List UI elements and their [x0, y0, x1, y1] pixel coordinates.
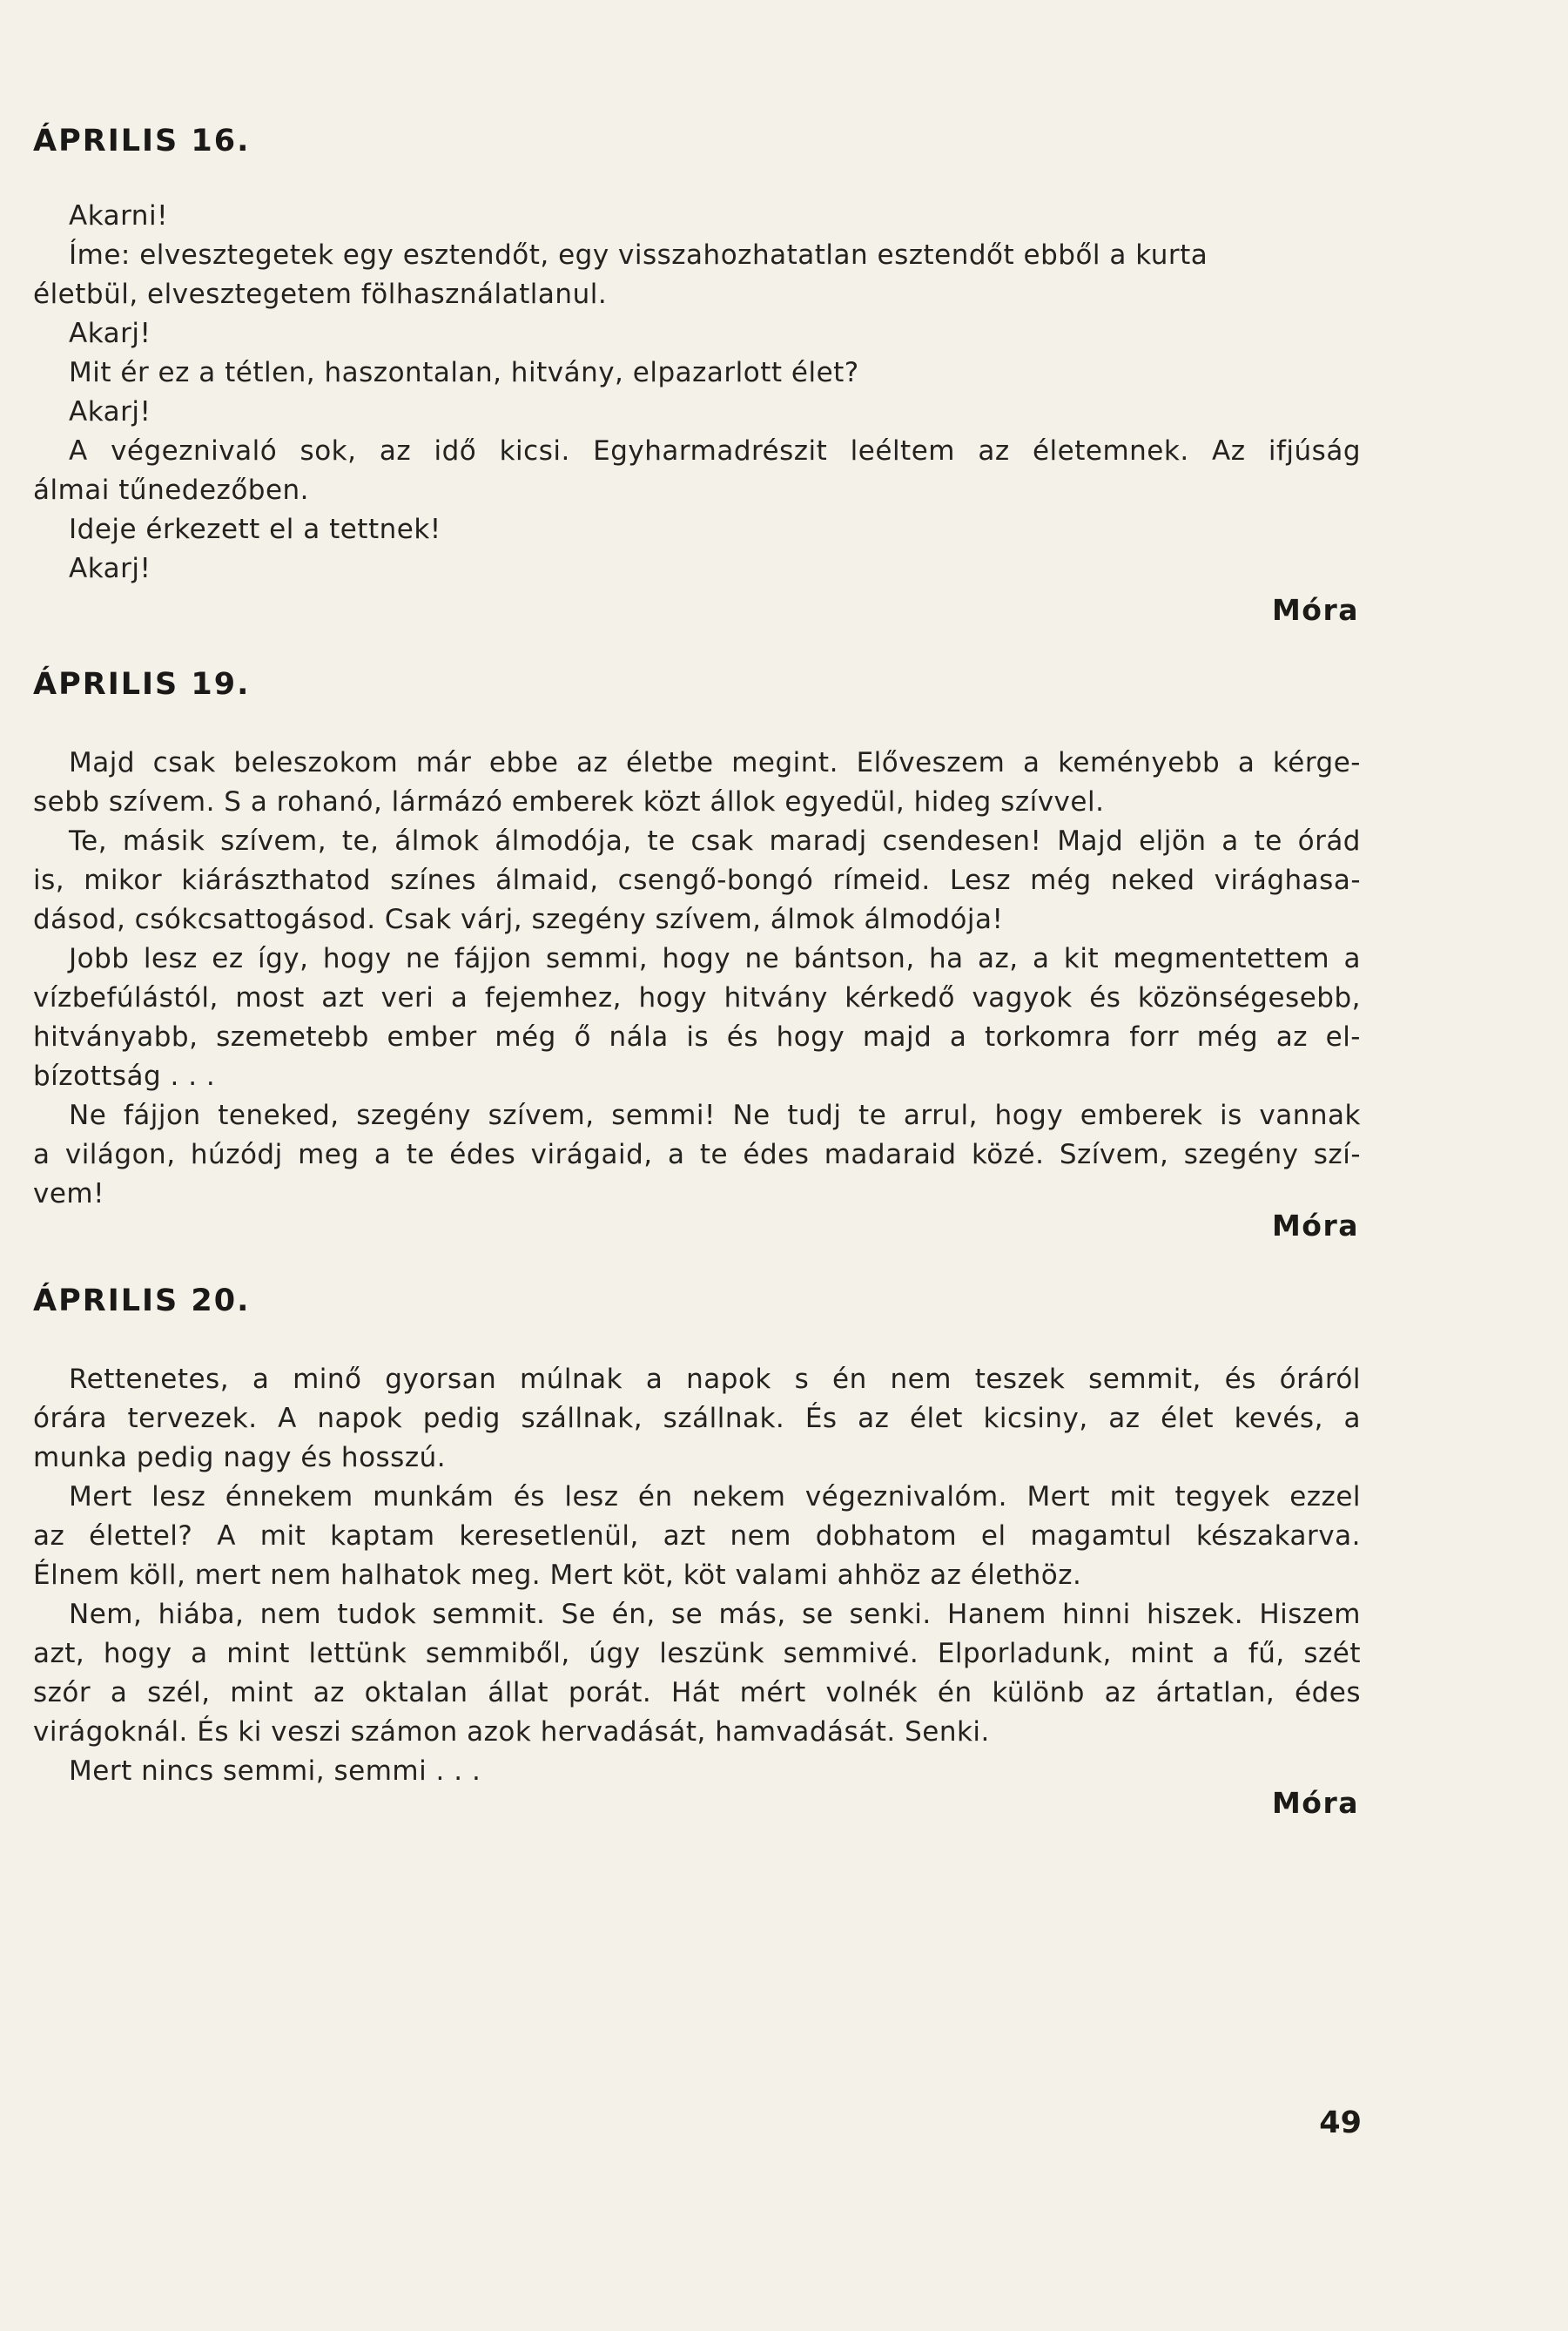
text-line: bízottság . . . — [33, 1061, 216, 1092]
text-line: Nem, hiába, nem tudok semmit. Se én, se más, se senki. Hanem hinni hiszek. Hiszem — [69, 1599, 1361, 1630]
text-line: A végeznivaló sok, az idő kicsi. Egyharmadrészit leéltem az életemnek. Az ifjúság — [69, 435, 1361, 467]
text-line: Jobb lesz ez így, hogy ne fájjon semmi, hogy ne bántson, ha az, a kit megmentettem a — [69, 943, 1361, 974]
text-line: azt, hogy a mint lettünk semmiből, úgy leszünk semmivé. Elporladunk, mint a fű, szét — [33, 1638, 1361, 1669]
text-line: álmai tűnedezőben. — [33, 475, 310, 506]
text-line: virágoknál. És ki veszi számon azok hervadását, hamvadását. Senki. — [33, 1716, 990, 1748]
diary-entry-april-20 — [33, 1283, 1361, 1791]
diary-entry-april-19 — [33, 667, 1361, 1214]
text-line: órára tervezek. A napok pedig szállnak, szállnak. És az élet kicsiny, az élet kevés, a — [33, 1403, 1361, 1434]
text-line: vem! — [33, 1178, 105, 1209]
text-line: vízbefúlástól, most azt veri a fejemhez, hogy hitvány kérkedő vagyok és közönségesebb, — [33, 982, 1361, 1014]
entry-heading: ÁPRILIS 20. — [33, 1283, 251, 1318]
entry-heading: ÁPRILIS 16. — [33, 124, 251, 158]
text-line: Ideje érkezett el a tettnek! — [69, 514, 441, 545]
text-line: Akarj! — [69, 553, 151, 584]
signature: Móra — [1271, 593, 1359, 627]
signature: Móra — [1271, 1786, 1359, 1820]
text-line: munka pedig nagy és hosszú. — [33, 1442, 447, 1473]
text-line: Mit ér ez a tétlen, haszontalan, hitvány, elpazarlott élet? — [69, 357, 859, 388]
text-line: Rettenetes, a minő gyorsan múlnak a napok s én nem teszek semmit, és óráról — [69, 1364, 1361, 1395]
text-line: életbül, elvesztegetem fölhasználatlanul. — [33, 279, 608, 310]
signature: Móra — [1271, 1209, 1359, 1243]
text-line: sebb szívem. S a rohanó, lármázó emberek közt állok egyedül, hideg szívvel. — [33, 786, 1105, 818]
page-number: 49 — [1319, 2105, 1362, 2140]
text-line: Akarni! — [69, 200, 168, 232]
text-line: Te, másik szívem, te, álmok álmodója, te csak maradj csendesen! Majd eljön a te órád — [69, 825, 1361, 857]
text-line: az élettel? A mit kaptam keresetlenül, azt nem dobhatom el magamtul készakarva. — [33, 1520, 1361, 1552]
text-line: Ne fájjon teneked, szegény szívem, semmi! Ne tudj te arrul, hogy emberek is vannak — [69, 1100, 1361, 1131]
entry-body — [33, 197, 1361, 589]
text-line: Íme: elvesztegetek egy esztendőt, egy visszahozhatatlan esztendőt ebből a kurta — [69, 239, 1208, 271]
text-line: szór a szél, mint az oktalan állat porát. Hát mért volnék én különb az ártatlan, édes — [33, 1677, 1361, 1708]
text-line: dásod, csókcsattogásod. Csak várj, szegény szívem, álmok álmodója! — [33, 904, 1004, 935]
text-line: Akarj! — [69, 318, 151, 349]
text-line: is, mikor kiárászthatod színes álmaid, csengő-bongó rímeid. Lesz még neked virághasa- — [33, 865, 1361, 896]
text-line: Mert nincs semmi, semmi . . . — [69, 1755, 481, 1787]
diary-entry-april-16 — [33, 124, 1361, 589]
text-line: Élnem köll, mert nem halhatok meg. Mert köt, köt valami ahhöz az élethöz. — [33, 1560, 1082, 1591]
entry-heading: ÁPRILIS 19. — [33, 667, 251, 702]
entry-body — [33, 744, 1361, 1214]
text-line: Majd csak beleszokom már ebbe az életbe megint. Előveszem a keményebb a kérge- — [69, 747, 1361, 778]
text-line: Akarj! — [69, 396, 151, 428]
entry-body — [33, 1360, 1361, 1791]
text-line: Mert lesz énnekem munkám és lesz én nekem végeznivalóm. Mert mit tegyek ezzel — [69, 1481, 1361, 1512]
text-line: hitványabb, szemetebb ember még ő nála is és hogy majd a torkomra forr még az el- — [33, 1021, 1361, 1053]
text-line: a világon, húzódj meg a te édes virágaid, a te édes madaraid közé. Szívem, szegény szí- — [33, 1139, 1361, 1170]
